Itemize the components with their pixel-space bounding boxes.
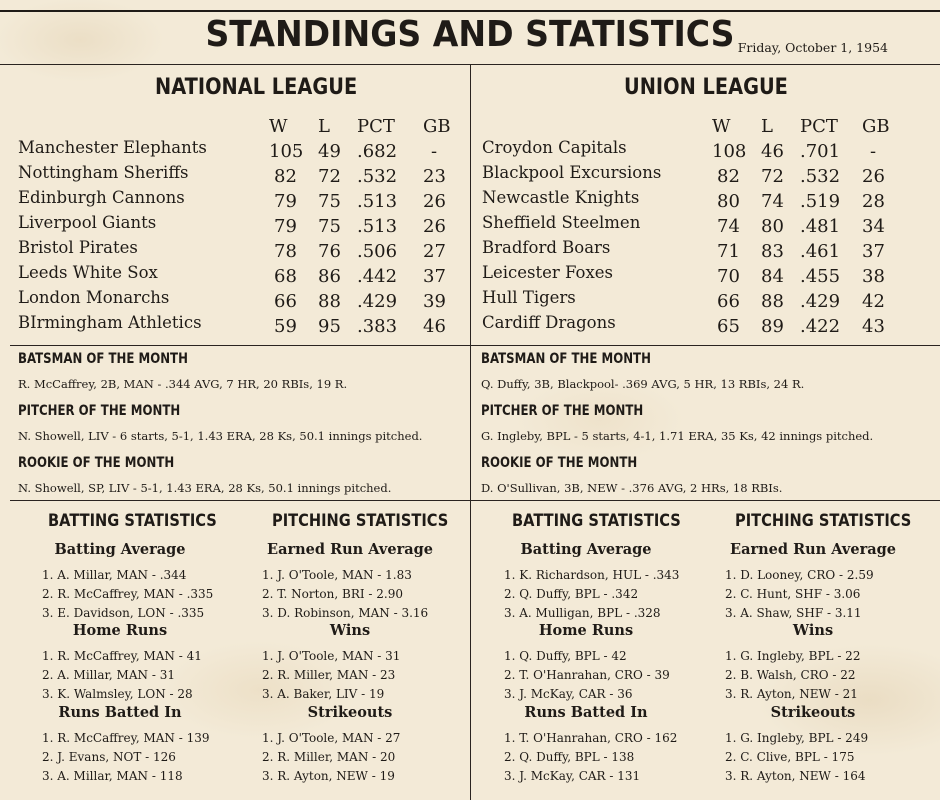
team-pct: .481	[800, 216, 841, 237]
pitching-category: Wins	[329, 622, 371, 639]
team-gb: 37	[423, 266, 446, 287]
league-divider	[470, 64, 471, 800]
team-name: Manchester Elephants	[18, 138, 207, 157]
pitching-leader: 3. A. Baker, LIV - 19	[262, 687, 385, 701]
awards-divider	[10, 500, 940, 501]
batting-category: Home Runs	[72, 622, 168, 639]
batting-leader: 2. Q. Duffy, BPL - .342	[504, 587, 639, 601]
team-pct: .442	[357, 266, 398, 287]
standings-header-l: L	[318, 116, 330, 137]
team-name: London Monarchs	[18, 288, 170, 307]
team-l: 72	[318, 166, 341, 187]
batting-category: Batting Average	[54, 541, 186, 558]
team-w: 65	[717, 316, 740, 337]
pitching-leader: 2. T. Norton, BRI - 2.90	[262, 587, 403, 601]
top-rule	[0, 10, 940, 12]
team-l: 49	[318, 141, 341, 162]
team-l: 89	[761, 316, 784, 337]
batting-category: Runs Batted In	[58, 704, 182, 721]
team-gb: 38	[862, 266, 885, 287]
pitching-leader: 1. J. O'Toole, MAN - 1.83	[262, 568, 412, 582]
team-pct: .429	[800, 291, 841, 312]
batting-leader: 2. R. McCaffrey, MAN - .335	[42, 587, 214, 601]
league-title: UNION LEAGUE	[624, 75, 788, 100]
award-title: PITCHER OF THE MONTH	[481, 403, 644, 419]
team-w: 108	[712, 141, 747, 162]
team-name: Bristol Pirates	[18, 238, 138, 257]
batting-leader: 3. J. McKay, CAR - 131	[504, 769, 641, 783]
league-title: NATIONAL LEAGUE	[155, 75, 358, 100]
team-gb: 34	[862, 216, 885, 237]
team-gb: -	[870, 141, 877, 162]
team-w: 71	[717, 241, 740, 262]
batting-leader: 1. K. Richardson, HUL - .343	[504, 568, 680, 582]
standings-header-pct: PCT	[800, 116, 838, 137]
team-gb: 42	[862, 291, 885, 312]
team-name: Edinburgh Cannons	[18, 188, 185, 207]
award-title: ROOKIE OF THE MONTH	[481, 455, 638, 471]
team-pct: .532	[357, 166, 398, 187]
team-l: 46	[761, 141, 784, 162]
batting-leader: 2. T. O'Hanrahan, CRO - 39	[504, 668, 670, 682]
pitching-stats-title: PITCHING STATISTICS	[272, 511, 449, 531]
batting-stats-title: BATTING STATISTICS	[512, 511, 681, 531]
team-name: Blackpool Excursions	[482, 163, 662, 182]
award-title: BATSMAN OF THE MONTH	[481, 351, 651, 367]
team-l: 84	[761, 266, 784, 287]
award-title: ROOKIE OF THE MONTH	[18, 455, 175, 471]
batting-leader: 1. A. Millar, MAN - .344	[42, 568, 187, 582]
team-w: 74	[717, 216, 740, 237]
pitching-category: Earned Run Average	[730, 541, 896, 558]
team-w: 105	[269, 141, 304, 162]
team-gb: 37	[862, 241, 885, 262]
pitching-leader: 1. G. Ingleby, BPL - 249	[725, 731, 869, 745]
page-title: STANDINGS AND STATISTICS	[205, 14, 735, 55]
standings-divider	[10, 345, 940, 346]
pitching-leader: 2. R. Miller, MAN - 20	[262, 750, 396, 764]
standings-header-gb: GB	[423, 116, 451, 137]
batting-category: Runs Batted In	[524, 704, 648, 721]
team-name: Sheffield Steelmen	[482, 213, 641, 232]
award-text: D. O'Sullivan, 3B, NEW - .376 AVG, 2 HRs, 18 RBIs.	[481, 481, 783, 495]
standings-header-w: W	[712, 116, 731, 137]
team-pct: .461	[800, 241, 841, 262]
team-gb: 26	[862, 166, 885, 187]
team-pct: .429	[357, 291, 398, 312]
team-w: 66	[274, 291, 297, 312]
team-pct: .682	[357, 141, 398, 162]
team-gb: 39	[423, 291, 446, 312]
batting-leader: 3. A. Millar, MAN - 118	[42, 769, 183, 783]
team-l: 88	[318, 291, 341, 312]
pitching-category: Strikeouts	[770, 704, 856, 721]
issue-date: Friday, October 1, 1954	[737, 40, 888, 55]
team-gb: 28	[862, 191, 885, 212]
team-gb: 26	[423, 191, 446, 212]
batting-category: Home Runs	[538, 622, 634, 639]
award-text: G. Ingleby, BPL - 5 starts, 4-1, 1.71 ERA, 35 Ks, 42 innings pitched.	[481, 429, 874, 443]
batting-category: Batting Average	[520, 541, 652, 558]
team-name: Leeds White Sox	[18, 263, 158, 282]
team-w: 70	[717, 266, 740, 287]
pitching-category: Earned Run Average	[267, 541, 433, 558]
team-gb: 26	[423, 216, 446, 237]
standings-header-w: W	[269, 116, 288, 137]
pitching-leader: 2. C. Hunt, SHF - 3.06	[725, 587, 861, 601]
team-l: 83	[761, 241, 784, 262]
team-pct: .422	[800, 316, 841, 337]
team-pct: .519	[800, 191, 841, 212]
team-name: BIrmingham Athletics	[18, 313, 202, 332]
team-l: 74	[761, 191, 784, 212]
award-text: R. McCaffrey, 2B, MAN - .344 AVG, 7 HR, 20 RBIs, 19 R.	[18, 377, 348, 391]
standings-header-gb: GB	[862, 116, 890, 137]
award-text: N. Showell, LIV - 6 starts, 5-1, 1.43 ERA, 28 Ks, 50.1 innings pitched.	[18, 429, 423, 443]
team-w: 66	[717, 291, 740, 312]
pitching-leader: 1. J. O'Toole, MAN - 27	[262, 731, 401, 745]
team-w: 68	[274, 266, 297, 287]
team-l: 88	[761, 291, 784, 312]
team-w: 80	[717, 191, 740, 212]
batting-leader: 3. J. McKay, CAR - 36	[504, 687, 633, 701]
team-pct: .506	[357, 241, 398, 262]
batting-leader: 1. T. O'Hanrahan, CRO - 162	[504, 731, 678, 745]
batting-leader: 2. J. Evans, NOT - 126	[42, 750, 176, 764]
standings-header-l: L	[761, 116, 773, 137]
team-gb: 23	[423, 166, 446, 187]
team-gb: 43	[862, 316, 885, 337]
team-pct: .513	[357, 216, 398, 237]
standings-header-pct: PCT	[357, 116, 395, 137]
team-gb: 27	[423, 241, 446, 262]
team-name: Leicester Foxes	[482, 263, 614, 282]
team-l: 80	[761, 216, 784, 237]
pitching-leader: 1. D. Looney, CRO - 2.59	[725, 568, 874, 582]
team-w: 82	[717, 166, 740, 187]
pitching-leader: 1. G. Ingleby, BPL - 22	[725, 649, 861, 663]
pitching-leader: 3. R. Ayton, NEW - 21	[725, 687, 858, 701]
team-pct: .513	[357, 191, 398, 212]
team-w: 78	[274, 241, 297, 262]
team-pct: .455	[800, 266, 841, 287]
pitching-leader: 3. A. Shaw, SHF - 3.11	[725, 606, 862, 620]
pitching-leader: 3. R. Ayton, NEW - 164	[725, 769, 866, 783]
batting-leader: 1. R. McCaffrey, MAN - 41	[42, 649, 202, 663]
batting-leader: 2. Q. Duffy, BPL - 138	[504, 750, 635, 764]
team-w: 79	[274, 191, 297, 212]
batting-leader: 3. K. Walmsley, LON - 28	[42, 687, 193, 701]
team-l: 95	[318, 316, 341, 337]
team-name: Bradford Boars	[482, 238, 611, 257]
batting-leader: 1. R. McCaffrey, MAN - 139	[42, 731, 210, 745]
team-w: 59	[274, 316, 297, 337]
award-text: Q. Duffy, 3B, Blackpool- .369 AVG, 5 HR, 13 RBIs, 24 R.	[481, 377, 805, 391]
team-l: 72	[761, 166, 784, 187]
team-name: Liverpool Giants	[18, 213, 157, 232]
pitching-leader: 2. R. Miller, MAN - 23	[262, 668, 396, 682]
award-text: N. Showell, SP, LIV - 5-1, 1.43 ERA, 28 Ks, 50.1 innings pitched.	[18, 481, 392, 495]
team-gb: -	[431, 141, 438, 162]
team-pct: .701	[800, 141, 841, 162]
pitching-category: Wins	[792, 622, 834, 639]
award-title: BATSMAN OF THE MONTH	[18, 351, 188, 367]
team-name: Cardiff Dragons	[482, 313, 616, 332]
batting-leader: 2. A. Millar, MAN - 31	[42, 668, 175, 682]
team-name: Croydon Capitals	[482, 138, 627, 157]
pitching-stats-title: PITCHING STATISTICS	[735, 511, 912, 531]
team-l: 86	[318, 266, 341, 287]
team-l: 75	[318, 216, 341, 237]
team-w: 79	[274, 216, 297, 237]
team-pct: .532	[800, 166, 841, 187]
team-l: 76	[318, 241, 341, 262]
team-gb: 46	[423, 316, 446, 337]
team-pct: .383	[357, 316, 398, 337]
batting-leader: 1. Q. Duffy, BPL - 42	[504, 649, 627, 663]
batting-leader: 3. E. Davidson, LON - .335	[42, 606, 205, 620]
team-w: 82	[274, 166, 297, 187]
team-name: Newcastle Knights	[482, 188, 640, 207]
pitching-leader: 3. D. Robinson, MAN - 3.16	[262, 606, 429, 620]
pitching-category: Strikeouts	[307, 704, 393, 721]
pitching-leader: 2. C. Clive, BPL - 175	[725, 750, 855, 764]
pitching-leader: 3. R. Ayton, NEW - 19	[262, 769, 395, 783]
team-l: 75	[318, 191, 341, 212]
batting-stats-title: BATTING STATISTICS	[48, 511, 217, 531]
pitching-leader: 1. J. O'Toole, MAN - 31	[262, 649, 401, 663]
team-name: Nottingham Sheriffs	[18, 163, 189, 182]
team-name: Hull Tigers	[482, 288, 576, 307]
pitching-leader: 2. B. Walsh, CRO - 22	[725, 668, 856, 682]
award-title: PITCHER OF THE MONTH	[18, 403, 181, 419]
batting-leader: 3. A. Mulligan, BPL - .328	[504, 606, 661, 620]
